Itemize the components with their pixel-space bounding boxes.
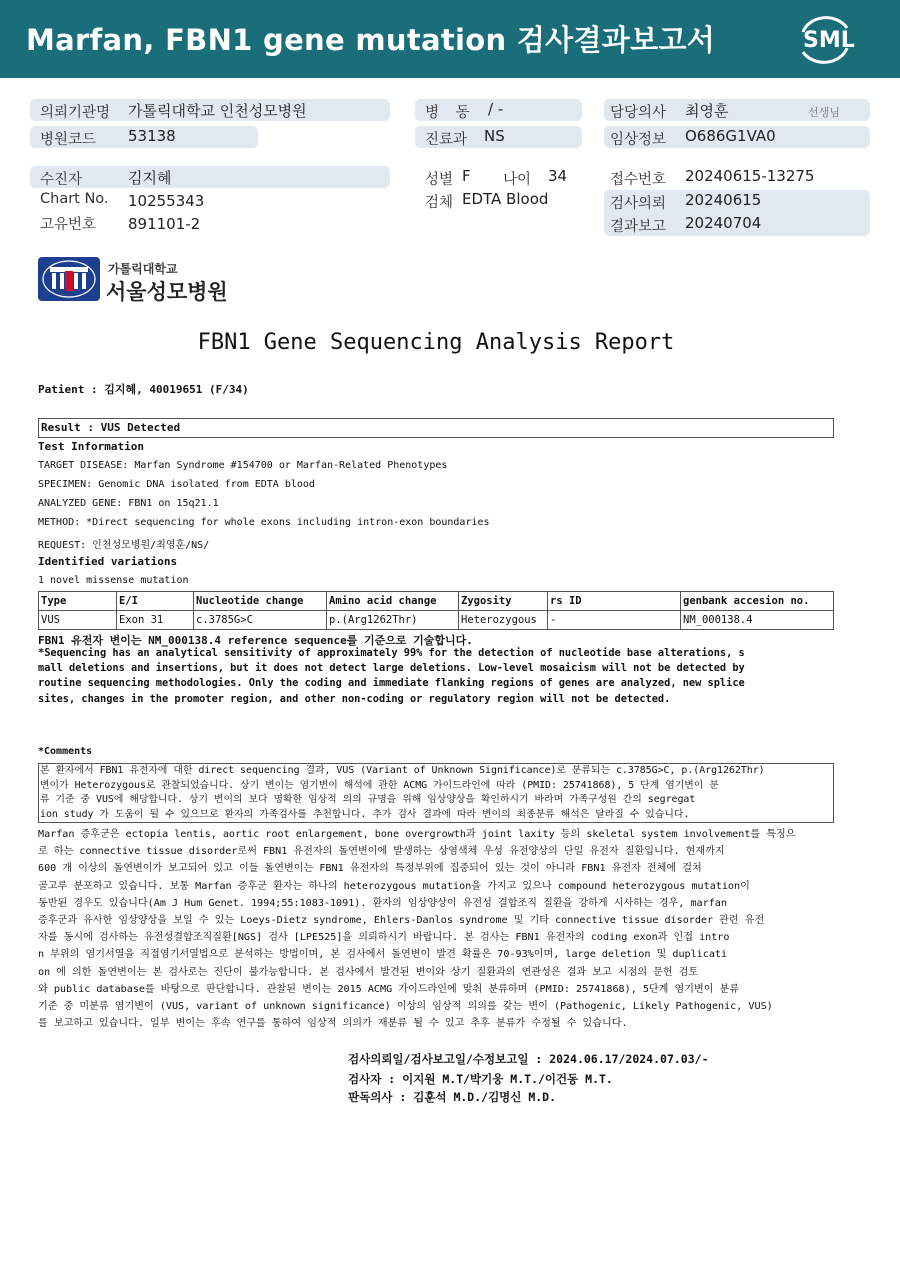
patient-row — [30, 166, 390, 188]
comment-line: 동반된 경우도 있습니다(Am J Hum Genet. 1994;55:1083-1091). 환자의 임상양상이 유전성 결합조직 질환을 강하게 시사하는 경우, marfan — [38, 897, 727, 909]
ward-value: / - — [488, 100, 504, 118]
specimen-label: 검체 — [425, 195, 454, 211]
table-header: E/I — [117, 592, 194, 611]
table-cell: - — [548, 611, 681, 630]
requester-value: 가톨릭대학교 인천성모병원 — [128, 102, 307, 120]
comment-line: 로 하는 connective tissue disorder로써 FBN1 유전자의 돌연변이에 발생하는 상염색체 우성 유전양상의 단일 유전자 질환입니다. 현재까지 — [38, 846, 725, 858]
reference-note: FBN1 유전자 변이는 NM_000138.4 reference sequence를 기준으로 기술합니다. — [38, 634, 473, 647]
comment-line: 류 기준 중 VUS에 해당합니다. 상기 변이의 보다 명확한 임상적 의의 규명을 위해 임상양상을 확인하시기 바라며 가족구성원 간의 segregat — [40, 794, 696, 805]
hospital-code-value: 53138 — [128, 127, 176, 145]
specimen-line: SPECIMEN: Genomic DNA isolated from EDTA blood — [38, 479, 315, 490]
sex-label: 성별 — [425, 172, 454, 188]
dept-label: 진료과 — [425, 132, 468, 148]
id-label: 고유번호 — [40, 217, 97, 233]
sensitivity-line: routine sequencing methodologies. Only the coding and immediate flanking regions of genes are analyzed, new splice — [38, 677, 745, 690]
chart-label: Chart No. — [40, 191, 109, 207]
reader-line: 판독의사 : 김훈석 M.D./김명신 M.D. — [348, 1090, 557, 1104]
table-header: Type — [39, 592, 117, 611]
report-header — [0, 0, 900, 78]
table-cell: Exon 31 — [117, 611, 194, 630]
comment-line: 골고루 분포하고 있습니다. 보통 Marfan 증후군 환자는 하나의 heterozygous mutation을 가지고 있으나 compound heterozygous mutation이 — [38, 880, 750, 892]
identified-heading: Identified variations — [38, 555, 178, 568]
hospital-name-small: 가톨릭대학교 — [108, 262, 178, 276]
request-date-value: 20240615 — [685, 191, 762, 209]
gene-line: ANALYZED GENE: FBN1 on 15q21.1 — [38, 498, 219, 509]
id-value: 891101-2 — [128, 215, 201, 233]
hospital-emblem-icon — [38, 257, 100, 305]
hospital-code-label: 병원코드 — [40, 132, 97, 148]
ward-label: 병 동 — [425, 105, 476, 121]
table-row — [39, 611, 834, 630]
sensitivity-line: *Sequencing has an analytical sensitivity of approximately 99% for the detection of nucleotide base alterations, s — [38, 647, 745, 659]
age-label: 나이 — [503, 172, 532, 188]
table-cell: p.(Arg1262Thr) — [327, 611, 459, 630]
report-title: FBN1 Gene Sequencing Analysis Report — [197, 330, 675, 355]
comment-line: 를 보고하고 있습니다. 일부 변이는 후속 연구를 통하여 임상적 의의가 재분류 될 수 있고 추후 분류가 수정될 수 있습니다. — [38, 1018, 628, 1030]
logo-text: SML — [803, 28, 855, 53]
hospital-name: 서울성모병원 — [106, 280, 228, 304]
table-header-row — [39, 592, 834, 611]
comment-line: 기준 중 미분류 염기변이 (VUS, variant of unknown significance) 이상의 임상적 의의를 갖는 변이 (Pathogenic, Likely Pathogenic, VUS) — [38, 1001, 773, 1013]
sensitivity-line: sites, changes in the promoter region, and other non-coding or regulatory region will not be detected. — [38, 692, 671, 705]
comment-line: n 부위의 염기서열을 직접염기서열법으로 분석하는 방법이며, 본 검사에서 돌연변이 발견 확률은 70-93%이며, large deletion 및 duplicati — [38, 949, 728, 961]
table-header: Amino acid change — [327, 592, 459, 611]
age-value: 34 — [548, 167, 568, 185]
variant-table — [38, 591, 834, 630]
requester-label: 의뢰기관명 — [40, 105, 111, 121]
table-cell: c.3785G>C — [194, 611, 327, 630]
comment-line: 와 public database를 바탕으로 판단합니다. 관찰된 변이는 2015 ACMG 가이드라인에 맞춰 분류하며 (PMID: 25741868), 5단계 염기변이 분류 — [38, 983, 740, 995]
chart-value: 10255343 — [128, 192, 205, 210]
patient-value: 김지혜 — [128, 169, 172, 187]
sensitivity-note — [38, 646, 834, 707]
report-date-label: 결과보고 — [610, 219, 667, 235]
comments-box-text — [40, 764, 832, 822]
identified-text: 1 novel missense mutation — [38, 575, 189, 586]
table-header: genbank accesion no. — [681, 592, 834, 611]
method-line: METHOD: *Direct sequencing for whole exons including intron-exon boundaries — [38, 517, 490, 528]
table-cell: VUS — [39, 611, 117, 630]
report-date-value: 20240704 — [685, 214, 762, 232]
receipt-value: 20240615-13275 — [685, 167, 815, 185]
comment-line: 600 개 이상의 돌연변이가 보고되어 있고 이들 돌연변이는 FBN1 유전자의 특정부위에 집중되어 있는 것이 아니라 FBN1 유전자 전체에 걸쳐 — [38, 863, 702, 875]
page-title: Marfan, FBN1 gene mutation 검사결과보고서 — [26, 23, 716, 57]
testers-line: 검사자 : 이지원 M.T/박기웅 M.T./이건동 M.T. — [348, 1072, 613, 1086]
table-cell: Heterozygous — [459, 611, 548, 630]
sensitivity-line: mall deletions and insertions, but it does not detect large deletions. Low-level mosaicism will not be detected by — [38, 662, 745, 675]
patient-label: 수진자 — [40, 172, 83, 188]
sex-value: F — [462, 167, 471, 185]
dates-line: 검사의뢰일/검사보고일/수정보고일 : 2024.06.17/2024.07.03/- — [348, 1052, 709, 1066]
clinical-value: O686G1VA0 — [685, 127, 776, 145]
target-disease: TARGET DISEASE: Marfan Syndrome #154700 or Marfan-Related Phenotypes — [38, 460, 448, 471]
comment-line: ion study 가 도움이 될 수 있으므로 환자의 가족검사를 추천합니다. 추가 검사 결과에 따라 변이의 최종분류 해석은 달라질 수 있습니다. — [40, 808, 690, 820]
comment-line: 변이가 Heterozygous로 관찰되었습니다. 상기 변이는 염기변이 해석에 관한 ACMG 가이드라인에 따라 (PMID: 25741868), 5 단계 염기변이 분 — [40, 779, 719, 791]
comments-box — [38, 763, 834, 823]
clinical-label: 임상정보 — [610, 132, 667, 148]
comment-line: 증후군과 유사한 임상양상을 보일 수 있는 Loeys-Dietz syndrome, Ehlers-Danlos syndrome 및 기타 connective tissue disorder 관련 유전 — [38, 915, 765, 927]
table-header: Nucleotide change — [194, 592, 327, 611]
result-text: Result : VUS Detected — [41, 421, 181, 434]
comments-body — [38, 826, 834, 1032]
specimen-value: EDTA Blood — [462, 190, 549, 208]
table-header: Zygosity — [459, 592, 548, 611]
comment-line: 자를 동시에 검사하는 유전성결합조직질환[NGS] 검사 [LPE525]을 의뢰하시기 바랍니다. 본 검사는 FBN1 유전자의 coding exon과 인접 intro — [38, 932, 730, 944]
dept-value: NS — [484, 127, 505, 145]
comment-line: Marfan 증후군은 ectopia lentis, aortic root enlargement, bone overgrowth과 joint laxity 등의 skeletal system involvement를 특징으 — [38, 829, 796, 840]
comment-line: 본 환자에서 FBN1 유전자에 대한 direct sequencing 결과, VUS (Variant of Unknown Significance)로 분류되는 c.3785G>C, p.(Arg1262Thr) — [40, 765, 765, 776]
sml-logo — [795, 14, 855, 64]
doctor-label: 담당의사 — [610, 105, 667, 121]
request-line: REQUEST: 인천성모병원/최영훈/NS/ — [38, 540, 210, 551]
comment-line: on 에 의한 돌연변이는 본 검사로는 진단이 불가능합니다. 본 검사에서 발견된 변이와 상기 질환과의 연관성은 결과 보고 시점의 문헌 검토 — [38, 966, 699, 978]
table-cell: NM_000138.4 — [681, 611, 834, 630]
test-info-heading: Test Information — [38, 440, 144, 453]
receipt-label: 접수번호 — [610, 172, 667, 188]
patient-line: Patient : 김지혜, 40019651 (F/34) — [38, 383, 249, 396]
doctor-value: 최영훈 — [685, 102, 729, 120]
comments-heading: *Comments — [38, 746, 93, 757]
table-header: rs ID — [548, 592, 681, 611]
doctor-suffix: 선생님 — [808, 106, 840, 119]
request-date-label: 검사의뢰 — [610, 196, 667, 212]
